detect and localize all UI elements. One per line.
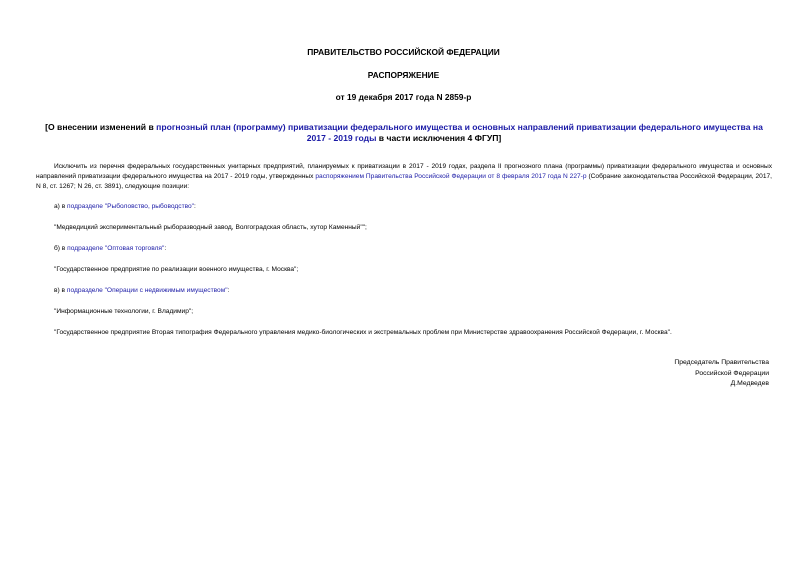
- document-type-heading: РАСПОРЯЖЕНИЕ: [367, 70, 440, 80]
- item-a: [54, 202, 772, 212]
- signature-name: Д.Медведев: [730, 380, 769, 387]
- document-date-number: от 19 декабря 2017 года N 2859-р: [335, 92, 472, 102]
- item-b-entry: "Государственное предприятие по реализации военного имущества, г. Москва";: [54, 266, 299, 273]
- item-c-entry-2: "Государственное предприятие Вторая типография Федерального управления медико-биологических и экстремальных проблем при Министерстве здравоохранения Российской Федерации, г. Москва".: [54, 329, 672, 336]
- item-c-link-real-estate[interactable]: подразделе "Операции с недвижимым имуществом": [66, 287, 228, 294]
- title-prefix: [О внесении изменений в: [45, 122, 157, 132]
- government-heading: ПРАВИТЕЛЬСТВО РОССИЙСКОЙ ФЕДЕРАЦИИ: [307, 47, 500, 57]
- item-b-prefix: б) в: [54, 245, 68, 252]
- item-a-suffix: :: [194, 203, 196, 210]
- item-c-prefix: в) в: [54, 287, 67, 294]
- intro-text-start: Исключить из перечня федеральных государственных унитарных предприятий, планируемых к приватизации в 2017 - 2019 годах, раздела II прогнозного плана (программы) приватизации федерального имущества и основных направлений приватизации федерального имущества на 2017 - 2019 годы, утвержденных: [36, 163, 772, 180]
- title-suffix: в части исключения 4 ФГУП]: [376, 133, 502, 143]
- signature-country: Российской Федерации: [695, 369, 769, 377]
- title-link-privatization-plan[interactable]: прогнозный план (программу) приватизации федерального имущества и основных направлений приватизации федерального имущества на 2017 - 2019 годы: [156, 122, 763, 143]
- item-a-entry: "Медведицкий экспериментальный рыборазводный завод, Волгоградская область, хутор Каменный"";: [54, 224, 367, 231]
- intro-text-end: (Собрание законодательства Российской Федерации, 2017, N 8, ст. 1267; N 26, ст. 3891), следующие позиции:: [36, 173, 772, 190]
- intro-link-decree-227[interactable]: распоряжением Правительства Российской Федерации от 8 февраля 2017 года N 227-р: [315, 173, 587, 180]
- signature-block: [674, 358, 769, 390]
- item-b-link-wholesale[interactable]: подразделе "Оптовая торговля": [67, 245, 165, 252]
- item-b: [54, 244, 772, 254]
- item-b-suffix: :: [164, 245, 167, 252]
- item-a-link-fishery[interactable]: подразделе "Рыболовство, рыбоводство": [67, 203, 195, 210]
- item-a-prefix: а) в: [54, 203, 68, 210]
- document-title: [36, 122, 772, 144]
- item-c-entry-1: "Информационные технологии, г. Владимир";: [54, 308, 194, 315]
- item-c: [54, 286, 772, 296]
- signature-position: Председатель Правительства: [674, 359, 769, 366]
- item-c-suffix: :: [227, 287, 230, 294]
- intro-paragraph: [36, 162, 772, 192]
